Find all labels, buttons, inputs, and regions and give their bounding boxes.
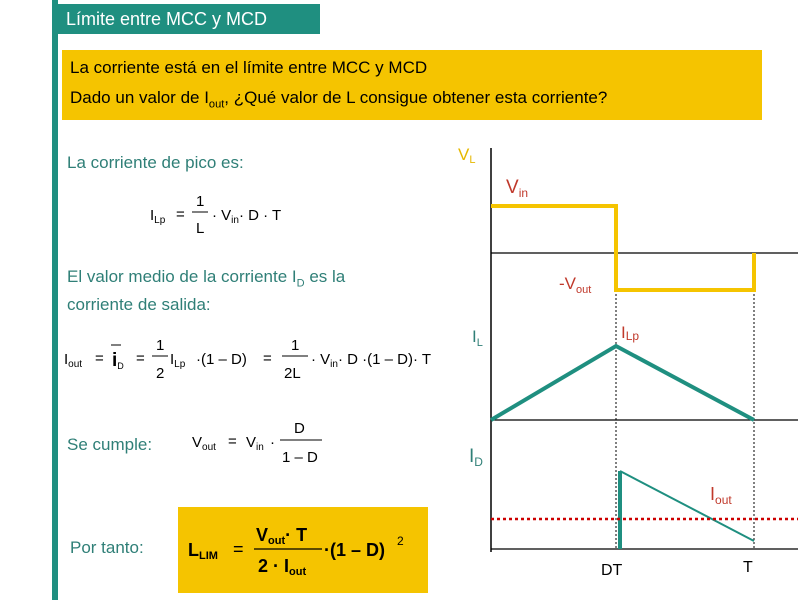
svg-text:=: = [263, 350, 272, 367]
ilp-label: ILp [621, 323, 640, 343]
vin-label: $V_{in}$ [506, 177, 529, 200]
svg-text:2: 2 [397, 534, 404, 548]
svg-text:ILp: $I_{Lp}$ [150, 207, 166, 226]
svg-text:1: 1 [156, 337, 165, 354]
svg-text:Vout· T: Vout· T [256, 525, 308, 547]
svg-text:2 · Iout: 2 · Iout [258, 556, 307, 578]
svg-text:Vout: $V_{out}$ [192, 434, 216, 453]
slide-title: Límite entre MCC y MCD [58, 4, 320, 34]
svg-text:· Vin· D · T: · $V_{in}\cdot D \cdot T$ [212, 207, 282, 226]
svg-text:1: 1 [196, 193, 205, 210]
il-label: $I_L$ [472, 327, 483, 349]
svg-text:=: = [176, 206, 185, 223]
vl-waveform [491, 206, 754, 290]
iout-label: $I_{out}$ [710, 484, 732, 507]
svg-text:iD: iD [112, 350, 124, 371]
vout-label: $-V_{out}$ [559, 274, 592, 296]
svg-text:· Vin· D ·(1 – D)· T: · $V_{in}\cdot D \cdot(1 - D)\cdot T$ [311, 351, 432, 370]
svg-text:=: = [233, 539, 244, 559]
svg-text:D: D [294, 420, 305, 437]
svg-text:1: 1 [291, 337, 300, 354]
svg-text:=: = [136, 350, 145, 367]
svg-text:Vin: $V_{in}$ [246, 434, 264, 453]
svg-text:·(1 – D): ·(1 – D) [324, 540, 386, 560]
svg-text:LLIM: LLIM [188, 540, 218, 562]
t-label: T [743, 559, 753, 576]
svg-text:Iout: $I_{out}$ [64, 351, 83, 370]
svg-text:=: = [228, 433, 237, 450]
svg-text:1 – D: 1 – D [282, 449, 318, 466]
il-waveform [491, 346, 754, 420]
vl-label: VL [458, 145, 476, 166]
dt-label: DT [601, 562, 623, 579]
mean-current-label: El valor medio de la corriente $I_D$ es la corriente de salida: [67, 267, 346, 315]
se-cumple-label: Se cumple: [67, 435, 153, 454]
svg-text:2L: 2L [284, 365, 301, 382]
question-line-2: Dado un valor de $I_{out}$, ¿Qué valor de L consigue obtener esta corriente? [70, 88, 608, 111]
svg-text:·(1 – D): ·(1 – D) [196, 351, 247, 368]
question-line-1: La corriente está en el límite entre MCC y MCD [70, 58, 428, 77]
por-tanto-label: Por tanto: [70, 538, 144, 557]
svg-text:ILp: $I_{Lp}$ [170, 351, 186, 370]
svg-text:·: · [270, 434, 275, 451]
svg-text:2: 2 [156, 365, 165, 382]
id-label: $I_D$ [469, 446, 483, 469]
svg-text:=: = [95, 350, 104, 367]
id-fall [620, 471, 754, 541]
svg-text:L: L [196, 220, 205, 237]
peak-current-label: La corriente de pico es: [67, 153, 244, 172]
